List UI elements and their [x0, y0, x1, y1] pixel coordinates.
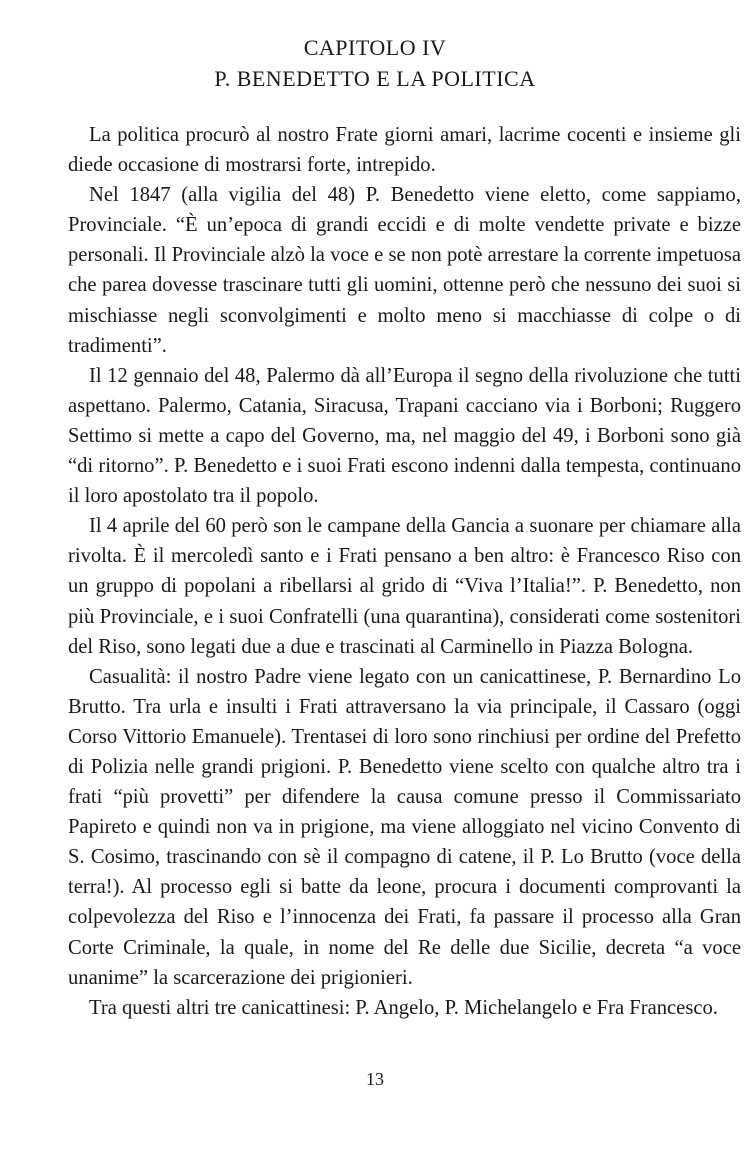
paragraph: La politica procurò al nostro Frate giorni amari, lacrime cocenti e insieme gli diede occasione di mostrarsi forte, intrepido.: [68, 124, 741, 177]
chapter-title: P. BENEDETTO E LA POLITICA: [214, 66, 536, 91]
page-number: 13: [366, 1069, 384, 1089]
paragraph: Il 12 gennaio del 48, Palermo dà all’Europa il segno della rivoluzione che tutti aspettano. Palermo, Catania, Siracusa, Trapani cacciano via i Borboni; Ruggero Settimo si mette a capo del Governo, ma, nel maggio del 49, i Borboni sono già “di ritorno”. P. Benedetto e i suoi Frati escono indenni dalla tempesta, continuano il loro apostolato tra il popolo.: [68, 364, 741, 508]
chapter-number: CAPITOLO IV: [303, 35, 447, 60]
body-text: [68, 120, 741, 1023]
paragraph: Il 4 aprile del 60 però son le campane della Gancia a suonare per chiamare alla rivolta. È il mercoledì santo e i Frati pensano a ben altro: è Francesco Riso con un gruppo di popolani a ribellarsi al grido di “Viva l’Italia!”. P. Benedetto, non più Provinciale, e i suoi Confratelli (una quarantina), considerati come sostenitori del Riso, sono legati due a due e trascinati al Carminello in Piazza Bologna.: [68, 515, 741, 658]
paragraph: Casualità: il nostro Padre viene legato con un canicattinese, P. Bernardino Lo Brutto. Tra urla e insulti i Frati attraversano la via principale, il Cassaro (oggi Corso Vittorio Emanuele). Trentasei di loro sono rinchiusi per ordine del Prefetto di Polizia nelle grandi prigioni. P. Benedetto viene scelto con qualche altro tra i frati “più provetti” per difendere la causa comune presso il Commissariato Papireto e quindi non va in prigione, ma viene alloggiato nel vicino Convento di S. Cosimo, trascinando con sè il compagno di catene, il P. Lo Brutto (voce della terra!). Al processo egli si batte da leone, procura i documenti comprovanti la colpevolezza del Riso e l’innocenza dei Frati, fa passare il processo alla Gran Corte Criminale, la quale, in nome del Re delle due Sicilie, decreta “a voce unanime” la scarcerazione dei prigionieri.: [68, 665, 741, 989]
paragraph: Nel 1847 (alla vigilia del 48) P. Benedetto viene eletto, come sappiamo, Provinciale. “È un’epoca di grandi eccidi e di molte vendette private e bizze personali. Il Provinciale alzò la voce e se non potè arrestare la corrente impetuosa che parea dovesse trascinare tutti gli uomini, ottenne però che nessuno dei suoi si mischiasse negli sconvolgimenti e molto meno si macchiasse di colpe o di tradimenti”.: [68, 184, 741, 357]
paragraph: Tra questi altri tre canicattinesi: P. Angelo, P. Michelangelo e Fra Francesco.: [89, 996, 718, 1019]
